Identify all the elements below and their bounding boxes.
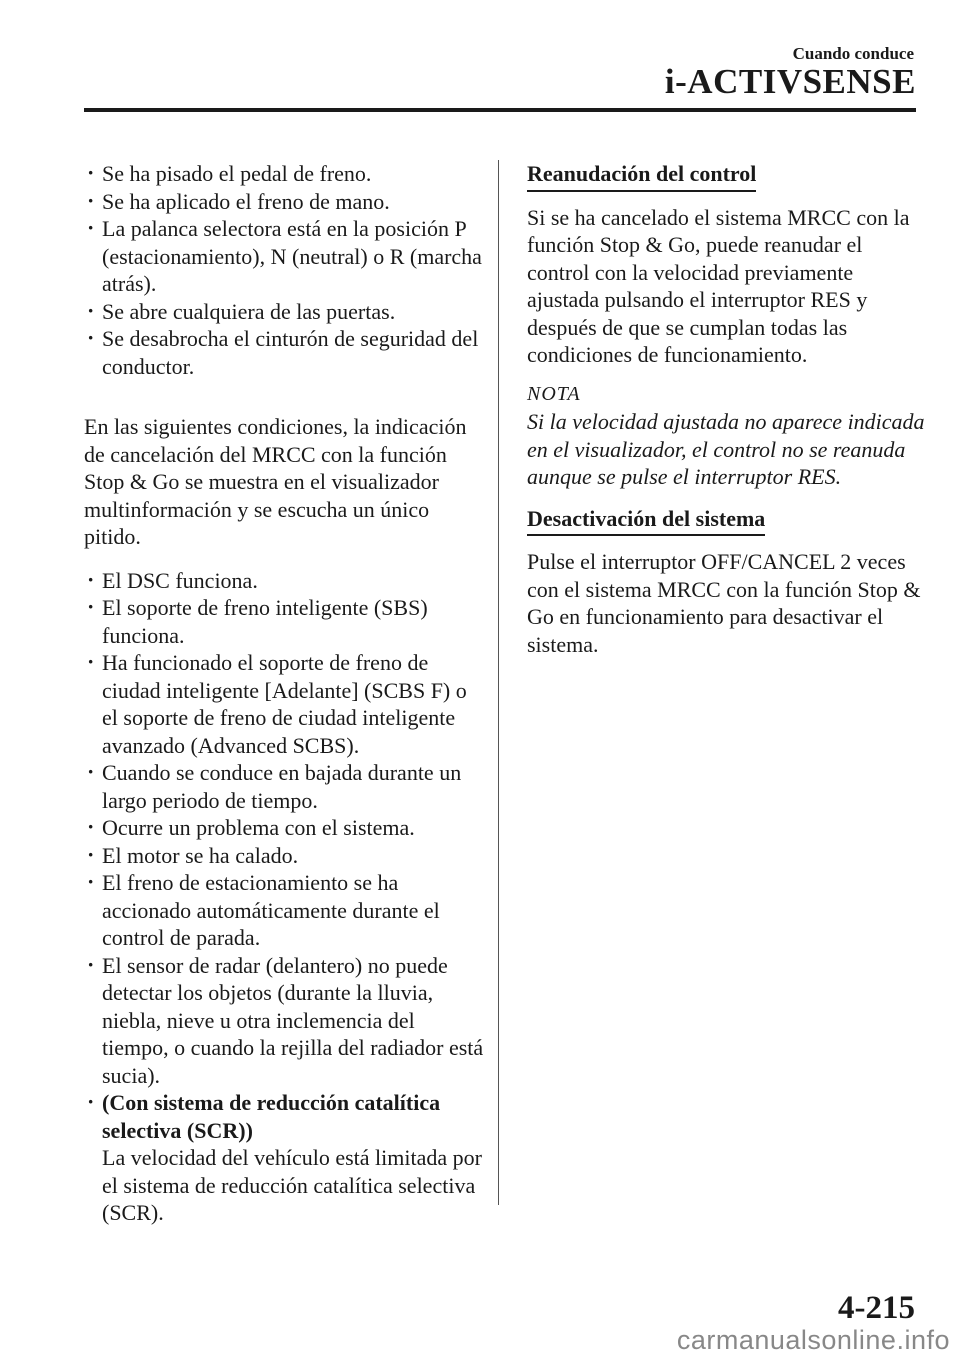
watermark: carmanualsonline.info — [676, 1325, 950, 1355]
resume-paragraph: Si se ha cancelado el sistema MRCC con la función Stop & Go, puede reanudar el control con la velocidad previamente ajustada pulsando el interruptor RES y después de que se cumplan todas las condiciones de funcionamiento. — [527, 204, 910, 367]
cancellation-conditions-list — [84, 567, 484, 1227]
note-label: NOTA — [527, 382, 581, 405]
brake-conditions-list — [84, 160, 484, 380]
list-item: · El DSC funciona. — [84, 567, 484, 595]
header-rule — [84, 108, 916, 112]
list-item: · Se ha pisado el pedal de freno. — [84, 160, 484, 188]
chapter-title: i-ACTIVSENSE — [664, 62, 916, 101]
note-text: Si la velocidad ajustada no aparece indicada en el visualizador, el control no se reanuda aunque se pulse el interruptor RES. — [527, 409, 925, 489]
list-item: · La palanca selectora está en la posición P (estacionamiento), N (neutral) o R (marcha atrás). — [84, 215, 484, 298]
list-item-scr — [84, 1089, 484, 1227]
section-title: Cuando conduce — [792, 44, 914, 63]
cancellation-paragraph: En las siguientes condiciones, la indicación de cancelación del MRCC con la función Stop & Go se muestra en el visualizador multinformación y se escucha un único pitido. — [84, 414, 467, 549]
list-item: · Ha funcionado el soporte de freno de ciudad inteligente [Adelante] (SCBS F) o el soporte de freno de ciudad inteligente avanzado (Advanced SCBS). — [84, 649, 484, 759]
column-divider — [498, 160, 499, 1205]
page-number: 4-215 — [838, 1290, 915, 1326]
right-column — [527, 160, 927, 658]
list-item: · Se ha aplicado el freno de mano. — [84, 188, 484, 216]
list-item: · Ocurre un problema con el sistema. — [84, 814, 484, 842]
list-item: · Se abre cualquiera de las puertas. — [84, 298, 484, 326]
list-item: · Cuando se conduce en bajada durante un largo periodo de tiempo. — [84, 759, 484, 814]
left-column — [84, 160, 484, 1227]
list-item: · El sensor de radar (delantero) no puede detectar los objetos (durante la lluvia, niebla, nieve u otra inclemencia del tiempo, o cuando la rejilla del radiador está sucia). — [84, 952, 484, 1090]
resume-heading: Reanudación del control — [527, 160, 756, 192]
scr-text: La velocidad del vehículo está limitada por el sistema de reducción catalítica selectiva (SCR). — [102, 1145, 482, 1225]
list-item: · Se desabrocha el cinturón de seguridad del conductor. — [84, 325, 484, 380]
page-header — [0, 0, 960, 120]
scr-bold-label: (Con sistema de reducción catalítica selectiva (SCR)) — [102, 1090, 441, 1143]
deactivate-paragraph: Pulse el interruptor OFF/CANCEL 2 veces con el sistema MRCC con la función Stop & Go en funcionamiento para desactivar el sistema. — [527, 549, 921, 657]
list-item: · El freno de estacionamiento se ha accionado automáticamente durante el control de parada. — [84, 869, 484, 952]
list-item: · El motor se ha calado. — [84, 842, 484, 870]
deactivate-heading: Desactivación del sistema — [527, 505, 765, 537]
list-item: · El soporte de freno inteligente (SBS) funciona. — [84, 594, 484, 649]
